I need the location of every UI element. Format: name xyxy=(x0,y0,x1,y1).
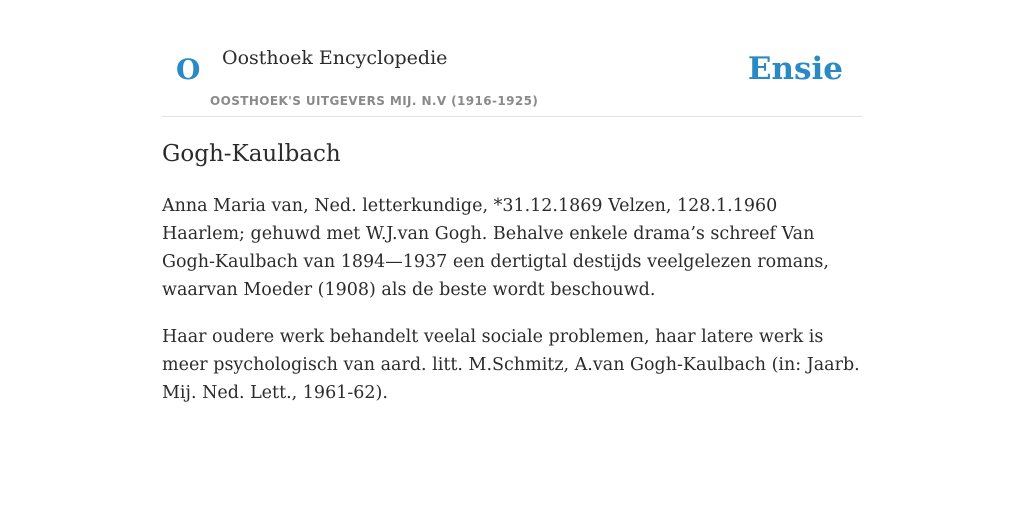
source-header xyxy=(162,0,862,117)
article-title: Gogh-Kaulbach xyxy=(162,141,341,167)
article-paragraph: Anna Maria van, Ned. letterkundige, *31.12.1869 Velzen, 128.1.1960 Haarlem; gehuwd met W.J.van Gogh. Behalve enkele drama’s schreef Van Gogh-Kaulbach van 1894—1937 een dertigtal destijds veelgelezen romans, waarvan Moeder (1908) als de beste wordt beschouwd. xyxy=(162,196,829,300)
source-title-link[interactable]: Oosthoek Encyclopedie xyxy=(222,47,448,69)
source-publisher: OOSTHOEK'S UITGEVERS MIJ. N.V (1916-1925) xyxy=(210,94,539,108)
source-logo[interactable]: O xyxy=(176,53,201,86)
article-paragraph: Haar oudere werk behandelt veelal sociale problemen, haar latere werk is meer psychologisch van aard. litt. M.Schmitz, A.van Gogh-Kaulbach (in: Jaarb. Mij. Ned. Lett., 1961-62). xyxy=(162,327,860,403)
ensie-logo-link[interactable]: Ensie xyxy=(747,51,843,87)
article-content xyxy=(162,135,862,407)
